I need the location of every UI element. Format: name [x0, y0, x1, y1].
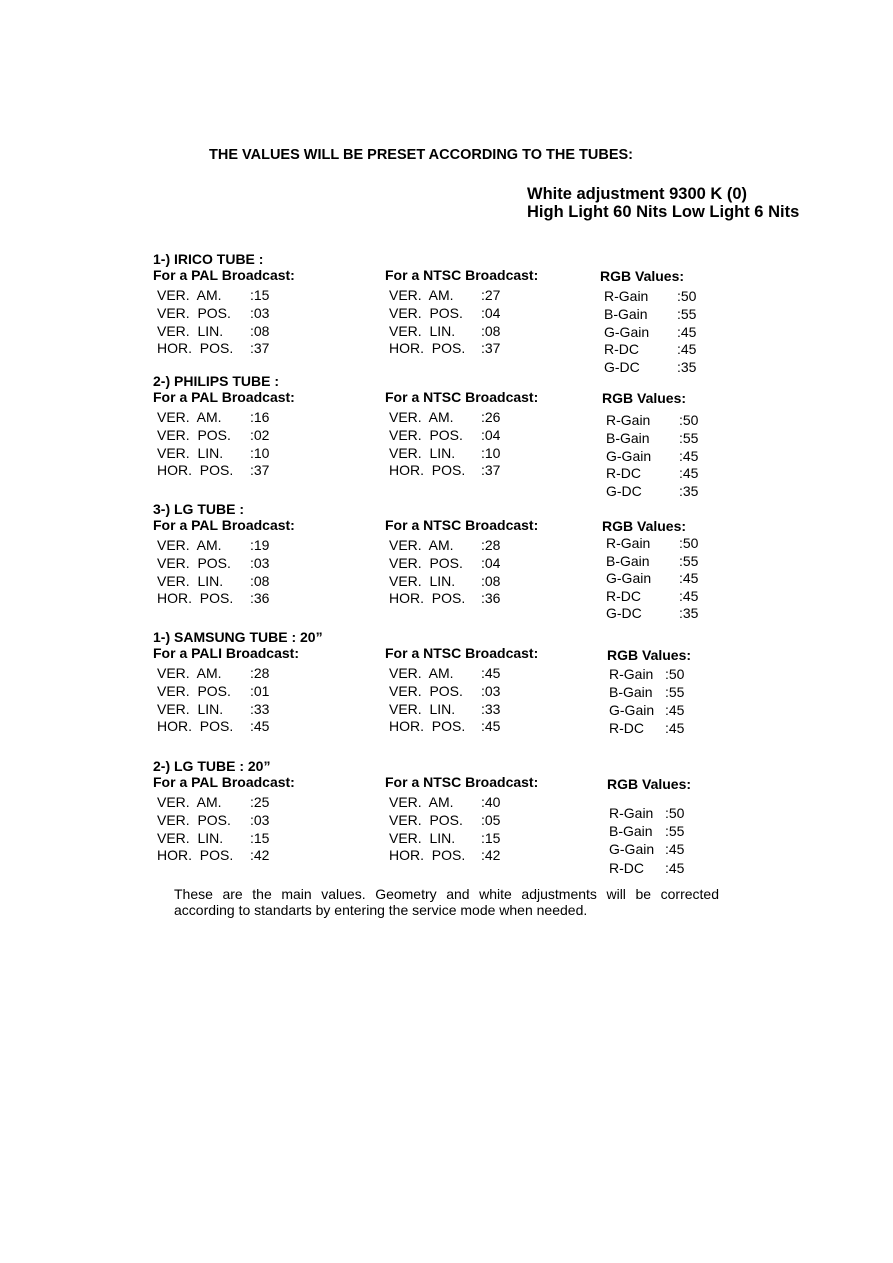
- ntsc-header: For a NTSC Broadcast:: [385, 774, 539, 790]
- pal-header: For a PALI Broadcast:: [153, 645, 299, 661]
- ntsc-setting-label: VER. LIN.: [389, 572, 456, 589]
- footer-note: [174, 886, 719, 918]
- ntsc-setting-label: VER. POS.: [389, 426, 463, 443]
- ntsc-setting-label: VER. LIN.: [389, 444, 456, 461]
- pal-setting-value: :10: [250, 444, 270, 461]
- rgb-setting-value: :45: [665, 720, 685, 736]
- rgb-setting-value: :35: [679, 483, 699, 500]
- rgb-setting-value: :50: [665, 805, 685, 821]
- tube-title: 1-) SAMSUNG TUBE : 20”: [153, 629, 323, 645]
- rgb-setting-value: :45: [665, 702, 685, 718]
- ntsc-setting-label: VER. POS.: [389, 682, 463, 699]
- ntsc-setting-label: VER. POS.: [389, 811, 463, 828]
- rgb-setting-value: :55: [665, 684, 685, 700]
- rgb-setting-label: B-Gain: [606, 429, 650, 446]
- pal-setting-value: :03: [250, 811, 270, 828]
- rgb-setting-value: :55: [665, 823, 685, 840]
- ntsc-header: For a NTSC Broadcast:: [385, 645, 539, 661]
- rgb-setting-value: :45: [677, 341, 697, 358]
- rgb-setting-label: G-DC: [604, 359, 640, 376]
- rgb-header: RGB Values:: [607, 776, 692, 792]
- pal-header: For a PAL Broadcast:: [153, 267, 295, 283]
- page-title: THE VALUES WILL BE PRESET ACCORDING TO THE TUBES:: [209, 147, 634, 163]
- rgb-header: RGB Values:: [602, 518, 687, 534]
- ntsc-setting-value: :08: [481, 572, 501, 589]
- rgb-setting-label: R-DC: [606, 465, 641, 482]
- pal-setting-value: :25: [250, 794, 270, 810]
- rgb-setting-label: R-DC: [604, 341, 639, 358]
- ntsc-setting-label: VER. AM.: [389, 409, 454, 425]
- rgb-setting-value: :35: [677, 359, 697, 376]
- pal-setting-value: :03: [250, 304, 270, 321]
- rgb-setting-label: B-Gain: [609, 823, 653, 840]
- rgb-setting-value: :50: [679, 412, 699, 428]
- ntsc-setting-value: :04: [481, 554, 501, 571]
- tube-title: 3-) LG TUBE :: [153, 501, 244, 517]
- pal-setting-label: HOR. POS.: [157, 847, 234, 864]
- ntsc-setting-value: :45: [481, 718, 501, 735]
- pal-setting-value: :28: [250, 665, 270, 681]
- pal-setting-value: :02: [250, 426, 270, 443]
- ntsc-setting-value: :33: [481, 700, 501, 717]
- pal-setting-value: :37: [250, 462, 270, 479]
- rgb-setting-label: G-Gain: [606, 447, 652, 464]
- pal-setting-value: :16: [250, 409, 270, 425]
- ntsc-setting-value: :28: [481, 537, 501, 553]
- ntsc-setting-label: VER. AM.: [389, 287, 454, 303]
- ntsc-setting-label: HOR. POS.: [389, 340, 466, 357]
- rgb-setting-value: :45: [679, 447, 699, 464]
- pal-setting-label: VER. LIN.: [157, 572, 224, 589]
- rgb-setting-label: R-DC: [606, 587, 641, 604]
- pal-setting-label: VER. POS.: [157, 304, 231, 321]
- rgb-setting-label: R-Gain: [606, 535, 651, 551]
- rgb-setting-label: B-Gain: [606, 552, 650, 569]
- ntsc-setting-value: :36: [481, 590, 501, 607]
- rgb-setting-label: R-Gain: [609, 666, 654, 682]
- rgb-setting-value: :55: [677, 305, 697, 322]
- rgb-setting-value: :45: [677, 323, 697, 340]
- footer-line-2: according to standarts by entering the service mode when needed.: [174, 902, 588, 918]
- ntsc-setting-label: HOR. POS.: [389, 718, 466, 735]
- pal-setting-value: :37: [250, 340, 270, 357]
- tube-title: 2-) LG TUBE : 20”: [153, 758, 271, 774]
- rgb-header: RGB Values:: [602, 390, 687, 406]
- rgb-setting-label: R-Gain: [606, 412, 651, 428]
- ntsc-setting-value: :05: [481, 811, 501, 828]
- footer-line-1: These are the main values. Geometry and white adjustments will be corrected: [174, 886, 719, 902]
- pal-setting-value: :33: [250, 700, 270, 717]
- rgb-setting-label: R-Gain: [604, 288, 649, 304]
- ntsc-setting-label: HOR. POS.: [389, 847, 466, 864]
- rgb-setting-value: :55: [679, 552, 699, 569]
- ntsc-setting-label: VER. POS.: [389, 304, 463, 321]
- ntsc-setting-value: :37: [481, 340, 501, 357]
- pal-setting-value: :45: [250, 718, 270, 735]
- pal-setting-value: :08: [250, 572, 270, 589]
- pal-setting-label: HOR. POS.: [157, 718, 234, 735]
- pal-setting-value: :01: [250, 682, 270, 699]
- pal-setting-label: VER. AM.: [157, 665, 222, 681]
- ntsc-setting-value: :37: [481, 462, 501, 479]
- rgb-header: RGB Values:: [600, 268, 685, 284]
- ntsc-setting-label: VER. AM.: [389, 794, 454, 810]
- rgb-setting-value: :50: [677, 288, 697, 304]
- pal-setting-label: VER. LIN.: [157, 444, 224, 461]
- ntsc-setting-label: VER. LIN.: [389, 829, 456, 846]
- rgb-setting-value: :55: [679, 429, 699, 446]
- ntsc-setting-label: VER. AM.: [389, 665, 454, 681]
- rgb-setting-label: R-DC: [609, 720, 644, 736]
- tube-title: 2-) PHILIPS TUBE :: [153, 373, 280, 389]
- pal-setting-label: VER. AM.: [157, 794, 222, 810]
- ntsc-setting-value: :40: [481, 794, 501, 810]
- pal-header: For a PAL Broadcast:: [153, 517, 295, 533]
- light-levels-line: High Light 60 Nits Low Light 6 Nits: [527, 203, 800, 221]
- pal-setting-label: VER. AM.: [157, 287, 222, 303]
- rgb-setting-value: :35: [679, 605, 699, 622]
- ntsc-setting-value: :26: [481, 409, 501, 425]
- ntsc-header: For a NTSC Broadcast:: [385, 517, 539, 533]
- rgb-setting-value: :50: [679, 535, 699, 551]
- ntsc-setting-label: VER. POS.: [389, 554, 463, 571]
- ntsc-setting-value: :27: [481, 287, 501, 303]
- pal-setting-value: :42: [250, 847, 270, 864]
- rgb-setting-value: :45: [679, 570, 699, 587]
- rgb-setting-label: G-Gain: [609, 841, 655, 858]
- pal-setting-label: VER. POS.: [157, 554, 231, 571]
- rgb-setting-value: :45: [665, 841, 685, 858]
- pal-setting-label: HOR. POS.: [157, 590, 234, 607]
- pal-setting-value: :15: [250, 829, 270, 846]
- pal-setting-label: VER. POS.: [157, 682, 231, 699]
- pal-header: For a PAL Broadcast:: [153, 389, 295, 405]
- ntsc-setting-value: :42: [481, 847, 501, 864]
- ntsc-setting-value: :03: [481, 682, 501, 699]
- ntsc-setting-label: HOR. POS.: [389, 590, 466, 607]
- pal-header: For a PAL Broadcast:: [153, 774, 295, 790]
- pal-setting-value: :36: [250, 590, 270, 607]
- ntsc-setting-value: :08: [481, 322, 501, 339]
- ntsc-setting-value: :45: [481, 665, 501, 681]
- rgb-setting-label: B-Gain: [604, 305, 648, 322]
- pal-setting-label: HOR. POS.: [157, 340, 234, 357]
- ntsc-setting-label: VER. LIN.: [389, 322, 456, 339]
- pal-setting-value: :15: [250, 287, 270, 303]
- pal-setting-value: :08: [250, 322, 270, 339]
- rgb-setting-value: :50: [665, 666, 685, 682]
- pal-setting-label: VER. LIN.: [157, 322, 224, 339]
- rgb-setting-label: G-DC: [606, 483, 642, 500]
- white-adjustment-line: White adjustment 9300 K (0): [527, 185, 748, 203]
- rgb-setting-label: R-DC: [609, 859, 644, 876]
- ntsc-setting-value: :04: [481, 426, 501, 443]
- white-adjustment-block: [527, 185, 799, 221]
- ntsc-setting-value: :10: [481, 444, 501, 461]
- ntsc-header: For a NTSC Broadcast:: [385, 389, 539, 405]
- pal-setting-label: VER. AM.: [157, 537, 222, 553]
- pal-setting-label: VER. POS.: [157, 811, 231, 828]
- ntsc-setting-value: :15: [481, 829, 501, 846]
- pal-setting-label: VER. LIN.: [157, 700, 224, 717]
- tube-title: 1-) IRICO TUBE :: [153, 251, 264, 267]
- pal-setting-value: :19: [250, 537, 270, 553]
- ntsc-setting-label: VER. LIN.: [389, 700, 456, 717]
- rgb-setting-label: B-Gain: [609, 684, 653, 700]
- rgb-setting-label: R-Gain: [609, 805, 654, 821]
- pal-setting-label: HOR. POS.: [157, 462, 234, 479]
- rgb-setting-label: G-Gain: [606, 570, 652, 587]
- ntsc-header: For a NTSC Broadcast:: [385, 267, 539, 283]
- pal-setting-label: VER. LIN.: [157, 829, 224, 846]
- rgb-setting-value: :45: [679, 587, 699, 604]
- pal-setting-label: VER. POS.: [157, 426, 231, 443]
- pal-setting-value: :03: [250, 554, 270, 571]
- rgb-header: RGB Values:: [607, 647, 692, 663]
- rgb-setting-value: :45: [665, 859, 685, 876]
- ntsc-setting-label: HOR. POS.: [389, 462, 466, 479]
- rgb-setting-value: :45: [679, 465, 699, 482]
- ntsc-setting-label: VER. AM.: [389, 537, 454, 553]
- rgb-setting-label: G-DC: [606, 605, 642, 622]
- rgb-setting-label: G-Gain: [604, 323, 650, 340]
- pal-setting-label: VER. AM.: [157, 409, 222, 425]
- ntsc-setting-value: :04: [481, 304, 501, 321]
- rgb-setting-label: G-Gain: [609, 702, 655, 718]
